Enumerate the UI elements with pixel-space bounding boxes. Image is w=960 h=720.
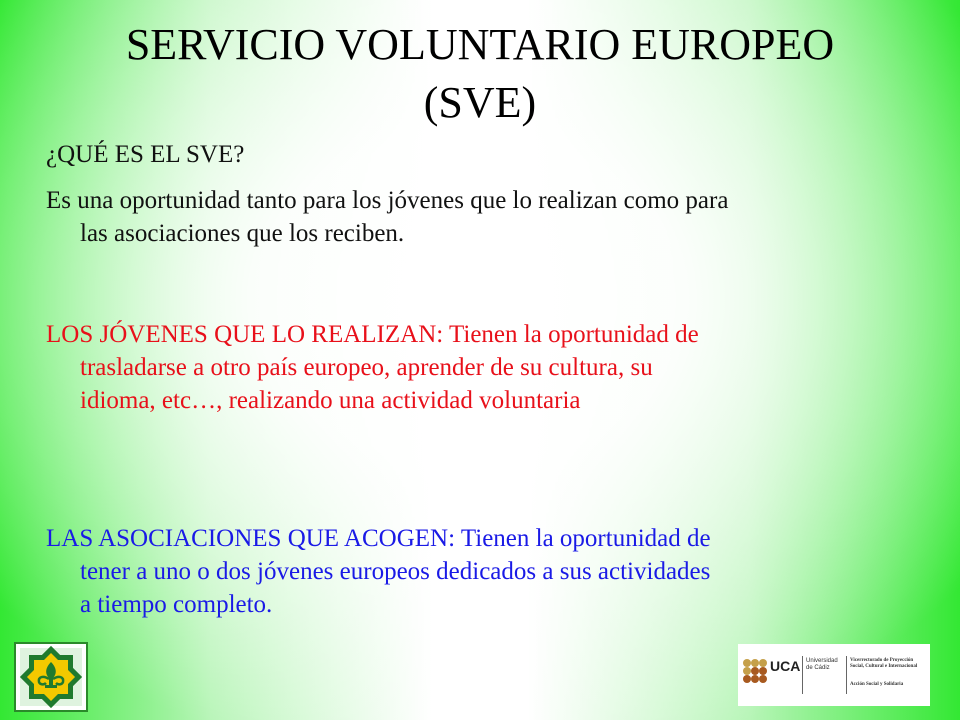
fleur-de-lis-logo-icon <box>14 642 88 712</box>
associations-paragraph <box>46 522 926 621</box>
intro-line-2: las asociaciones que los reciben. <box>80 220 405 247</box>
vice-rectorate-name: Vicerrectorado de Proyección Social, Cultural e Internacional <box>850 658 918 669</box>
associations-line-1: LAS ASOCIACIONES QUE ACOGEN: Tienen la oportunidad de <box>46 525 711 552</box>
youth-line-1: LOS JÓVENES QUE LO REALIZAN: Tienen la oportunidad de <box>46 321 699 348</box>
logo-divider-1 <box>802 656 803 694</box>
uca-brand: UCA <box>770 658 801 674</box>
intro-line-1: Es una oportunidad tanto para los jóvenes que lo realizan como para <box>46 187 729 214</box>
associations-line-2: tener a uno o dos jóvenes europeos dedicados a sus actividades <box>80 558 711 585</box>
associations-line-3: a tiempo completo. <box>80 591 273 618</box>
uca-logo <box>738 644 930 706</box>
emblem-svg <box>16 644 86 710</box>
youth-paragraph <box>46 318 926 417</box>
question-text: ¿QUÉ ES EL SVE? <box>46 141 245 168</box>
uca-university-name: Universidad de Cádiz <box>806 658 838 671</box>
slide-title-line2: (SVE) <box>423 78 537 127</box>
intro-paragraph <box>46 184 926 250</box>
youth-line-2: trasladarse a otro país europeo, aprender de su cultura, su <box>80 354 653 381</box>
slide-title-line1: SERVICIO VOLUNTARIO EUROPEO <box>125 20 835 69</box>
uca-mark-icon <box>742 658 768 684</box>
logo-divider-2 <box>846 656 847 694</box>
office-name: Acción Social y Solidaria <box>850 682 904 687</box>
youth-line-3: idioma, etc…, realizando una actividad voluntaria <box>80 387 581 414</box>
question-heading <box>46 138 926 171</box>
